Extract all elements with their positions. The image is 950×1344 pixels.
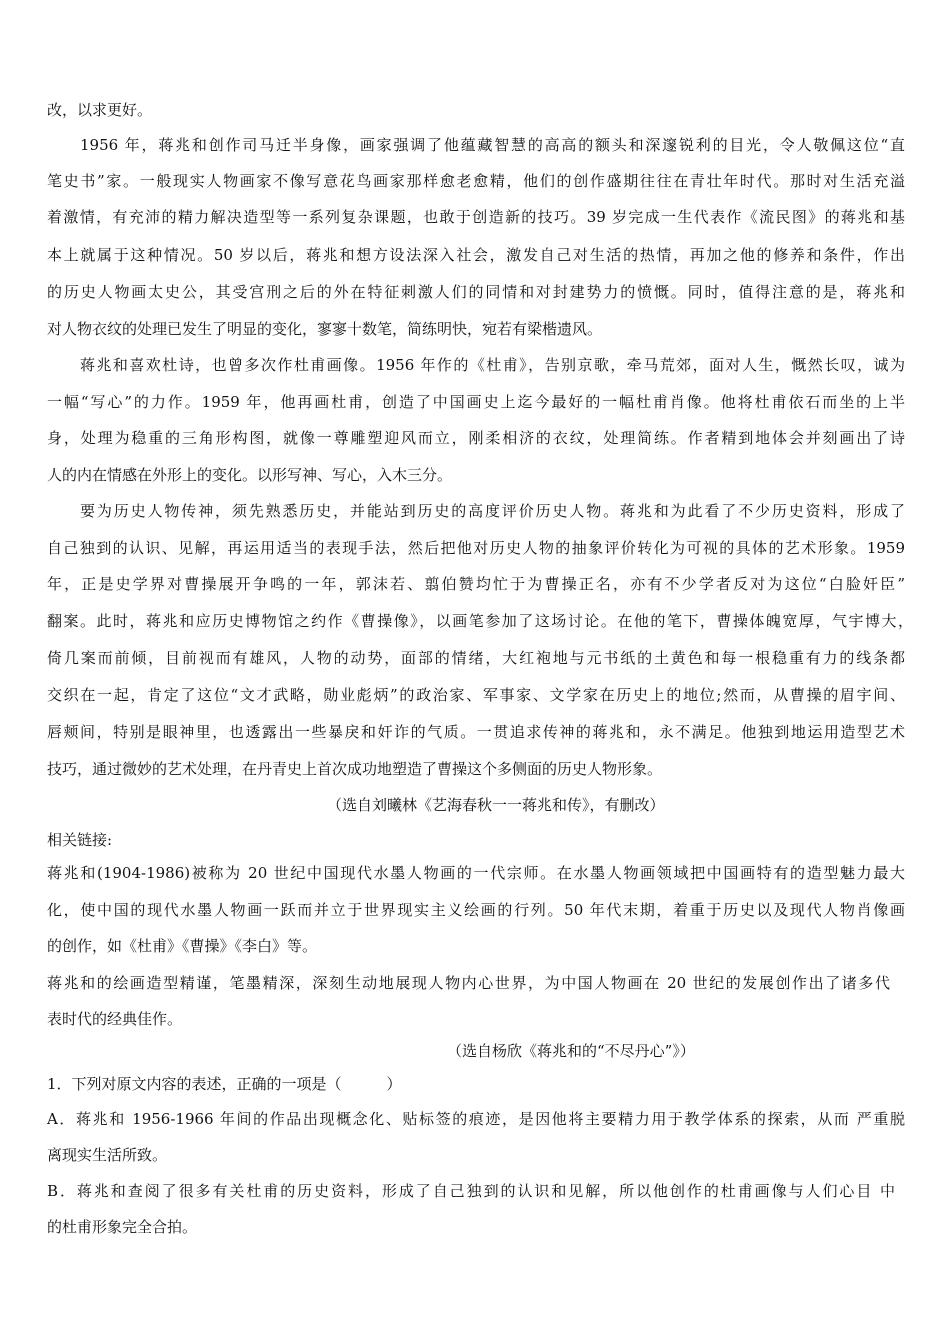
paragraph-line: 自己独到的认识、见解，再运用适当的表现手法，然后把他对历史人物的抽象评价转化为可视的具体的艺术形象。1959 <box>47 539 905 557</box>
link-paragraph-line: 的创作，如《杜甫》《曹操》《李白》等。 <box>47 937 318 955</box>
paragraph-line: 笔史书”家。一般现实人物画家不像写意花鸟画家那样愈老愈精，他们的创作盛期往往在青壮年时代。那时对生活充溢 <box>47 172 905 190</box>
paragraph-line: 要为历史人物传神，须先熟悉历史，并能站到历史的高度评价历史人物。蒋兆和为此看了不少历史资料，形成了 <box>80 502 905 520</box>
paragraph-line: 倚几案而前倾，目前视而有雄风，人物的动势，面部的情绪，大红袍地与元书纸的土黄色和每一根稳重有力的线条都 <box>47 649 905 667</box>
paragraph-line: 唇颊间，特别是眼神里，也透露出一些暴戾和奸诈的气质。一贯追求传神的蒋兆和，永不满足。他独到地运用造型艺术 <box>47 723 905 741</box>
paragraph-line: 身，处理为稳重的三角形构图，就像一尊雕塑迎风而立，刚柔相济的衣纹，处理简练。作者精到地体会并刻画出了诗 <box>47 429 905 447</box>
paragraph-line: 的历史人物画太史公，其受宫刑之后的外在特征刺激人们的同情和对封建势力的愤慨。同时，值得注意的是，蒋兆和 <box>47 283 905 301</box>
paragraph-line: 翻案。此时，蒋兆和应历史博物馆之约作《曹操像》，以画笔参加了这场讨论。在他的笔下，曹操体魄宽厚，气宇博大， <box>47 612 913 630</box>
related-links-title: 相关链接: <box>47 831 113 849</box>
link-paragraph-line: 蒋兆和的绘画造型精谨，笔墨精深，深刻生动地展现人物内心世界，为中国人物画在 20 世纪的发展创作出了诸多代 <box>47 974 890 992</box>
paragraph-line: 本上就属于这种情况。50 岁以后，蒋兆和想方设法深入社会，激发自己对生活的热情，再加之他的修养和条件，作出 <box>47 246 905 264</box>
option-b-line: B．蒋兆和查阅了很多有关杜甫的历史资料，形成了自己独到的认识和见解，所以他创作的杜甫画像与人们心目 中 <box>47 1182 895 1200</box>
option-a-line: 离现实生活所致。 <box>47 1146 168 1164</box>
link-paragraph-line: 化，使中国的现代水墨人物画一跃而并立于世界现实主义绘画的行列。50 年代末期，着重于历史以及现代人物肖像画 <box>47 901 905 919</box>
question-stem: 1．下列对原文内容的表述，正确的一项是（ ） <box>47 1075 402 1093</box>
option-a-line: A．蒋兆和 1956-1966 年间的作品出现概念化、贴标签的痕迹，是因他将主要精力用于教学体系的探索，从而 严重脱 <box>47 1110 905 1128</box>
paragraph-line: 对人物衣纹的处理已发生了明显的变化，寥寥十数笔，简练明快，宛若有梁楷遗风。 <box>47 320 603 338</box>
paragraph-line: 改，以求更好。 <box>47 101 153 119</box>
paragraph-line: 着激情，有充沛的精力解决造型等一系列复杂课题，也敢于创造新的技巧。39 岁完成一生代表作《流民图》的蒋兆和基 <box>47 208 905 226</box>
paragraph-line: 年，正是史学界对曹操展开争鸣的一年，郭沫若、翦伯赞均忙于为曹操正名，亦有不少学者反对为这位“白脸奸臣” <box>47 575 905 593</box>
paragraph-line: 技巧，通过微妙的艺术处理，在丹青史上首次成功地塑造了曹操这个多侧面的历史人物形象。 <box>47 760 663 778</box>
paragraph-line: 一幅“写心”的力作。1959 年，他再画杜甫，创造了中国画史上迄今最好的一幅杜甫肖像。他将杜甫依石而坐的上半 <box>47 393 905 411</box>
paragraph-line: 人的内在情感在外形上的变化。以形写神、写心，入木三分。 <box>47 466 453 484</box>
source-citation: （选自刘曦林《艺海春秋一一蒋兆和传》，有删改） <box>327 796 665 814</box>
link-paragraph-line: 表时代的经典佳作。 <box>47 1010 183 1028</box>
link-paragraph-line: 蒋兆和(1904-1986)被称为 20 世纪中国现代水墨人物画的一代宗师。在水墨人物画领域把中国画特有的造型魅力最大 <box>47 864 905 882</box>
option-b-line: 的杜甫形象完全合拍。 <box>47 1218 198 1236</box>
paragraph-line: 蒋兆和喜欢杜诗，也曾多次作杜甫画像。1956 年作的《杜甫》，告别京歌，牵马荒郊，面对人生，慨然长叹，诚为 <box>80 356 905 374</box>
source-citation: （选自杨欣《蒋兆和的“不尽丹心”》） <box>447 1042 695 1060</box>
paragraph-line: 1956 年，蒋兆和创作司马迁半身像，画家强调了他蕴藏智慧的高高的额头和深邃锐利的目光，令人敬佩这位“直 <box>80 136 905 154</box>
paragraph-line: 交织在一起，肯定了这位“文才武略，勋业彪炳”的政治家、军事家、文学家在历史上的地位;然而，从曹操的眉宇间、 <box>47 686 905 704</box>
